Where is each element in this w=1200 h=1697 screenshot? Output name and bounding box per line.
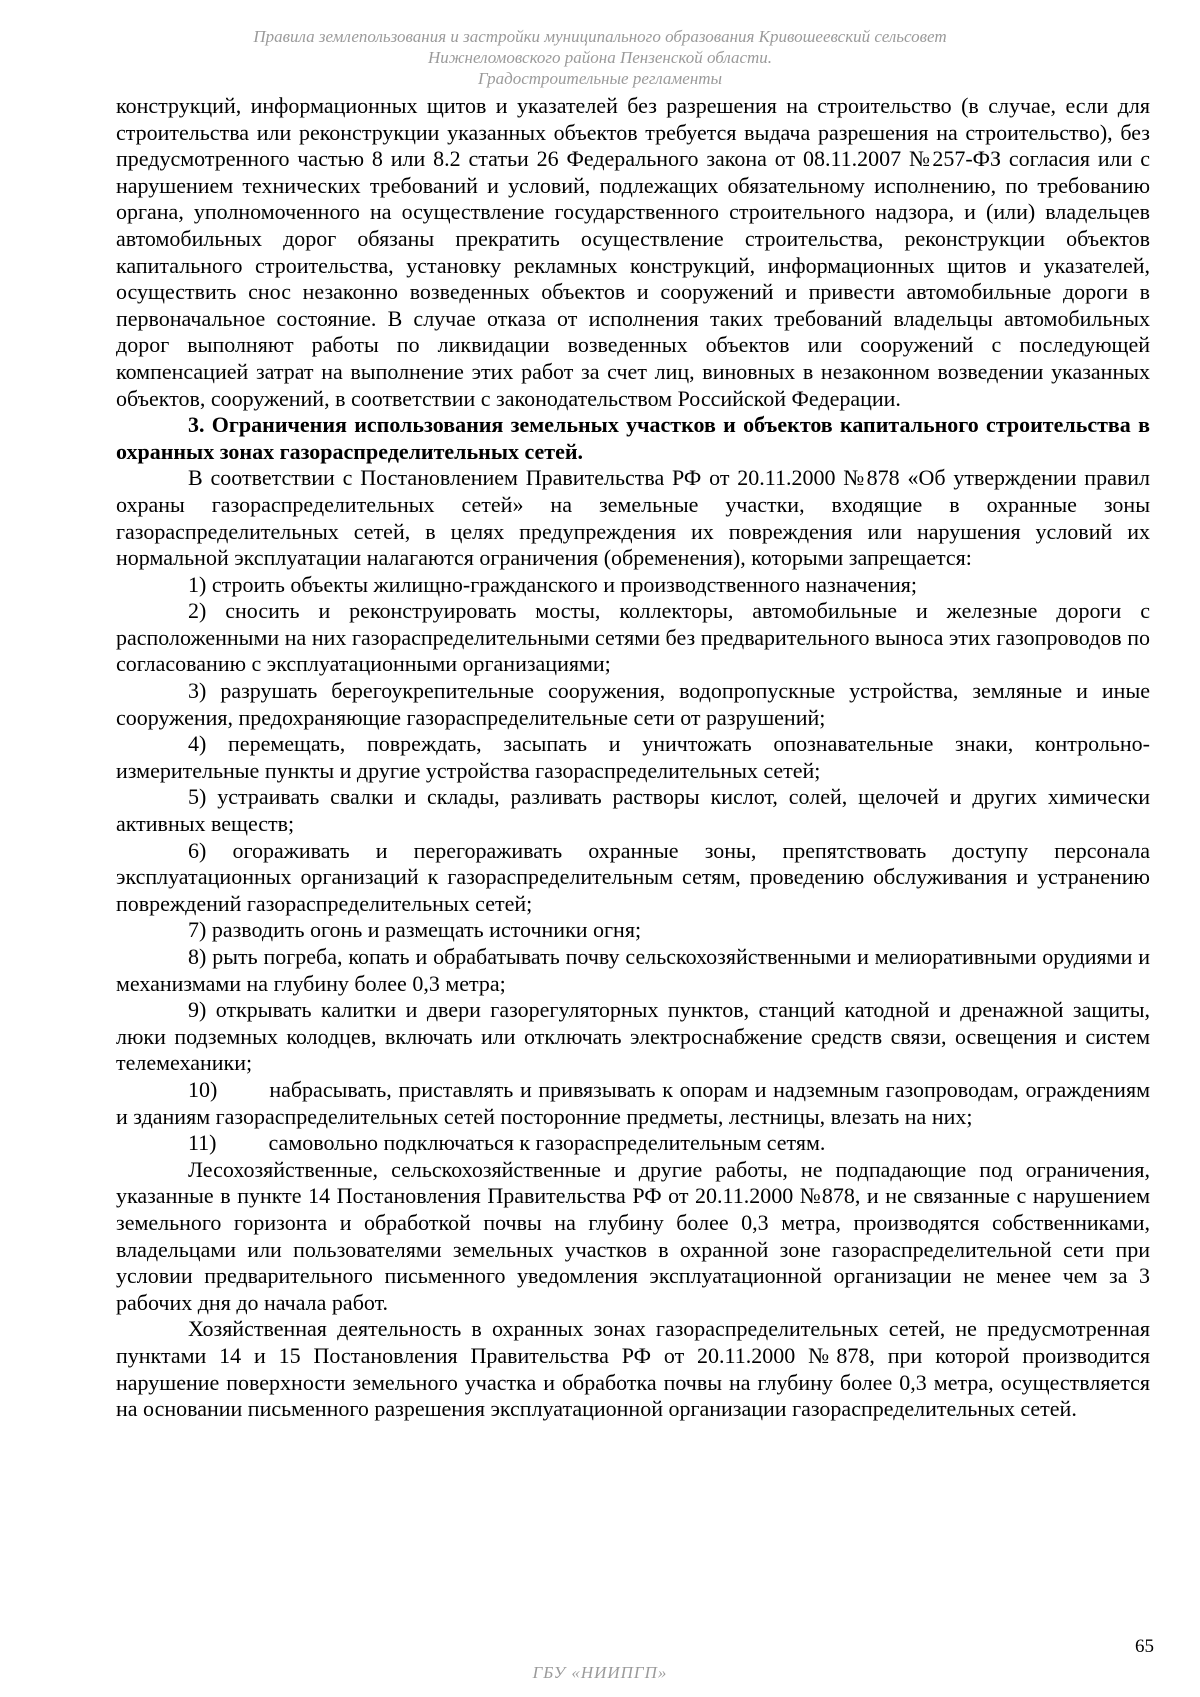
list-item-2: 2) сносить и реконструировать мосты, коллекторы, автомобильные и железные дороги с расположенными на них газораспределительными сетями без предварительного выноса этих газопроводов по согласованию с эксплуатационными организациями; [116, 598, 1150, 677]
paragraph-intro: В соответствии с Постановлением Правительства РФ от 20.11.2000 №878 «Об утверждении правил охраны газораспределительных сетей» на земельные участки, входящие в охранные зоны газораспределительных сетей, в целях предупреждения их повреждения или нарушения условий их нормальной эксплуатации налагаются ограничения (обременения), которыми запрещается: [116, 465, 1150, 571]
running-header [0, 26, 1200, 89]
paragraph-economic: Хозяйственная деятельность в охранных зонах газораспределительных сетей, не предусмотренная пунктами 14 и 15 Постановления Правительства РФ от 20.11.2000 №878, при которой производится нарушение поверхности земельного участка и обработка почвы на глубину более 0,3 метра, осуществляется на основании письменного разрешения эксплуатационной организации газораспределительных сетей. [116, 1316, 1150, 1422]
list-item-5: 5) устраивать свалки и склады, разливать растворы кислот, солей, щелочей и других химически активных веществ; [116, 784, 1150, 837]
list-item-1: 1) строить объекты жилищно-гражданского и производственного назначения; [188, 571, 917, 597]
list-item-11 [116, 1130, 1150, 1157]
list-item-10-text: набрасывать, приставлять и привязывать к опорам и надземным газопроводам, ограждениям и зданиям газораспределительных сетей посторонние предметы, лестницы, влезать на них; [116, 1076, 1150, 1129]
list-item-4: 4) перемещать, повреждать, засыпать и уничтожать опознавательные знаки, контрольно-измерительные пункты и другие устройства газораспределительных сетей; [116, 731, 1150, 783]
page-number: 65 [1135, 1636, 1154, 1657]
list-item-10 [116, 1077, 1150, 1130]
document-body [116, 93, 1150, 1423]
list-item-8: 8) рыть погреба, копать и обрабатывать почву сельскохозяйственными и мелиоративными орудиями и механизмами на глубину более 0,3 метра; [116, 944, 1150, 996]
list-item-11-number: 11) [188, 1130, 217, 1156]
paragraph-forestry: Лесохозяйственные, сельскохозяйственные и другие работы, не подпадающие под ограничения, указанные в пункте 14 Постановления Правительства РФ от 20.11.2000 №878, и не связанные с нарушением земельного горизонта и обработкой почвы на глубину более 0,3 метра, производятся собственниками, владельцами или пользователями земельных участков в охранной зоне газораспределительной сети при условии предварительного письменного уведомления эксплуатационной организации не менее чем за 3 рабочих дня до начала работ. [116, 1156, 1150, 1315]
list-item-10-number: 10) [188, 1076, 218, 1102]
section-heading: 3. Ограничения использования земельных участков и объектов капитального строительства в охранных зонах газораспределительных сетей. [116, 412, 1150, 464]
header-line-2: Нижнеломовского района Пензенской области. [427, 48, 773, 67]
header-line-3: Градостроительные регламенты [477, 69, 723, 88]
list-item-6: 6) огораживать и перегораживать охранные зоны, препятствовать доступу персонала эксплуатационных организаций к газораспределительным сетям, проведению обслуживания и устранению повреждений газораспределительных сетей; [116, 837, 1150, 916]
paragraph-continuation: конструкций, информационных щитов и указателей без разрешения на строительство (в случае, если для строительства или реконструкции указанных объектов требуется выдача разрешения на строительство), без предусмотренного частью 8 или 8.2 статьи 26 Федерального закона от 08.11.2007 №257-ФЗ согласия или с нарушением технических требований и условий, подлежащих обязательному исполнению, по требованию органа, уполномоченного на осуществление государственного строительного надзора, и (или) владельцев автомобильных дорог обязаны прекратить осуществление строительства, реконструкции объектов капитального строительства, установку рекламных конструкций, информационных щитов и указателей, осуществить снос незаконно возведенных объектов и сооружений и привести автомобильные дороги в первоначальное состояние. В случае отказа от исполнения таких требований владельцы автомобильных дорог выполняют работы по ликвидации возведенных объектов или сооружений с последующей компенсацией затрат на выполнение этих работ за счет лиц, виновных в незаконном возведении указанных объектов, сооружений, в соответствии с законодательством Российской Федерации. [116, 93, 1150, 411]
list-item-11-text: самовольно подключаться к газораспределительным сетям. [268, 1130, 826, 1156]
running-footer: ГБУ «НИИПГП» [532, 1663, 668, 1682]
list-item-3: 3) разрушать берегоукрепительные сооружения, водопропускные устройства, земляные и иные сооружения, предохраняющие газораспределительные сети от разрушений; [116, 678, 1150, 730]
list-item-7: 7) разводить огонь и размещать источники огня; [188, 917, 642, 943]
list-item-9: 9) открывать калитки и двери газорегуляторных пунктов, станций катодной и дренажной защиты, люки подземных колодцев, включать или отключать электроснабжение средств связи, освещения и систем телемеханики; [116, 997, 1150, 1076]
header-line-1: Правила землепользования и застройки муниципального образования Кривошеевский сельсовет [253, 27, 947, 46]
